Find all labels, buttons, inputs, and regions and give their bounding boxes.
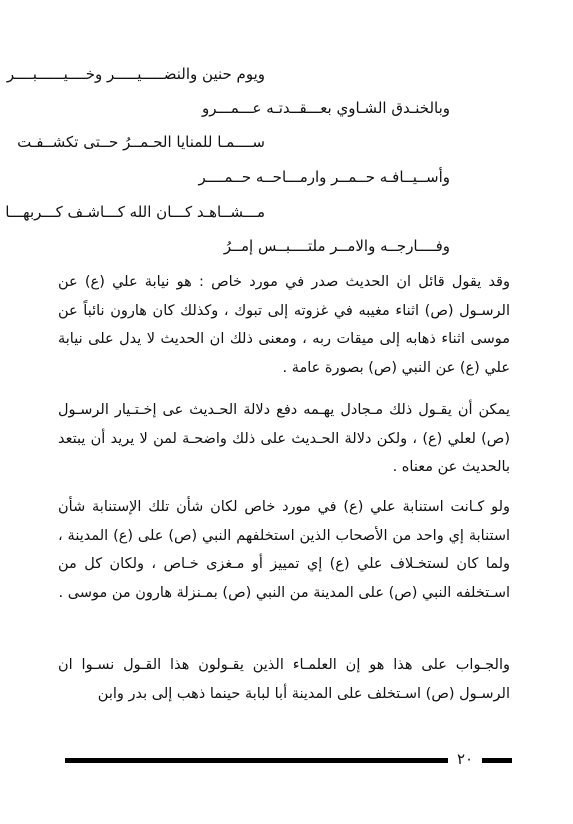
- poem-line: مـــشــاهـد كـــان الله كـــاشـف كـــربهـــا: [5, 203, 265, 221]
- body-paragraph: وقد يقول قائل ان الحديث صدر في مورد خاص : هو نيابة علي (ع) عن الرسـول (ص) اثناء مغيبه في غزوته إلى تبوك ، وكذلك كان هارون نائباً عن موسى اثناء ذهابه إلى ميقات ربه ، ومعنى ذلك ان الحديث لا يدل على نيابة علي (ع) عن النبي (ص) بصورة عامة .: [58, 274, 510, 376]
- poem-line: ســــمـا للمنايا الحـمــرُ حــتى تكشــفـت: [17, 133, 265, 151]
- page-number: ٢٠: [456, 750, 474, 768]
- poem-line: ويوم حنين والنضـــــيـــــر وخــــيــــــبــــر: [6, 65, 265, 83]
- poem-line: وأســيــافـه حــمــر وارمـــاحــه حــمــــر: [198, 168, 450, 186]
- body-paragraph: ولو كـانت استنابة علي (ع) في مورد خاص لكان شأن تلك الإستنابة شأن استنابة إي واحد من الأصحاب الذين استخلفهم النبي (ص) على (ع) المدينة ، ولما كان لستخـلاف علي (ع) إي تمييز أو مـغزى خـاص ، ولكان كل من اسـتخلفه النبي (ص) على المدينة من النبي (ص) بمـنزلة هارون من موسى .: [58, 499, 510, 601]
- footer-rule-left: [65, 758, 448, 763]
- body-paragraph: يمكن أن يقـول ذلك مـجادل يهـمه دفع دلالة الحـديث عى إخـتـيار الرسـول (ص) لعلي (ع) ، ولكن دلالة الحـديث على ذلك واضحـة لمن لا يريد أن يبتعد بالحديث عن معناه .: [58, 402, 510, 475]
- body-paragraph: والجـواب على هذا هو إن العلمـاء الذين يقـولون هذا القـول نسـوا ان الرسـول (ص) اسـتخلف على المدينة أبا لبابة حينما ذهب إلى بدر وابن: [58, 657, 510, 702]
- footer-rule-right: [482, 758, 512, 763]
- poem-line: وفــــارجــه والامــر ملتــــبــس إمــرُ: [223, 237, 450, 255]
- poem-line: وبالخنـدق الشـاوي بعـــقــدتـه عـــمـــرو: [201, 99, 450, 117]
